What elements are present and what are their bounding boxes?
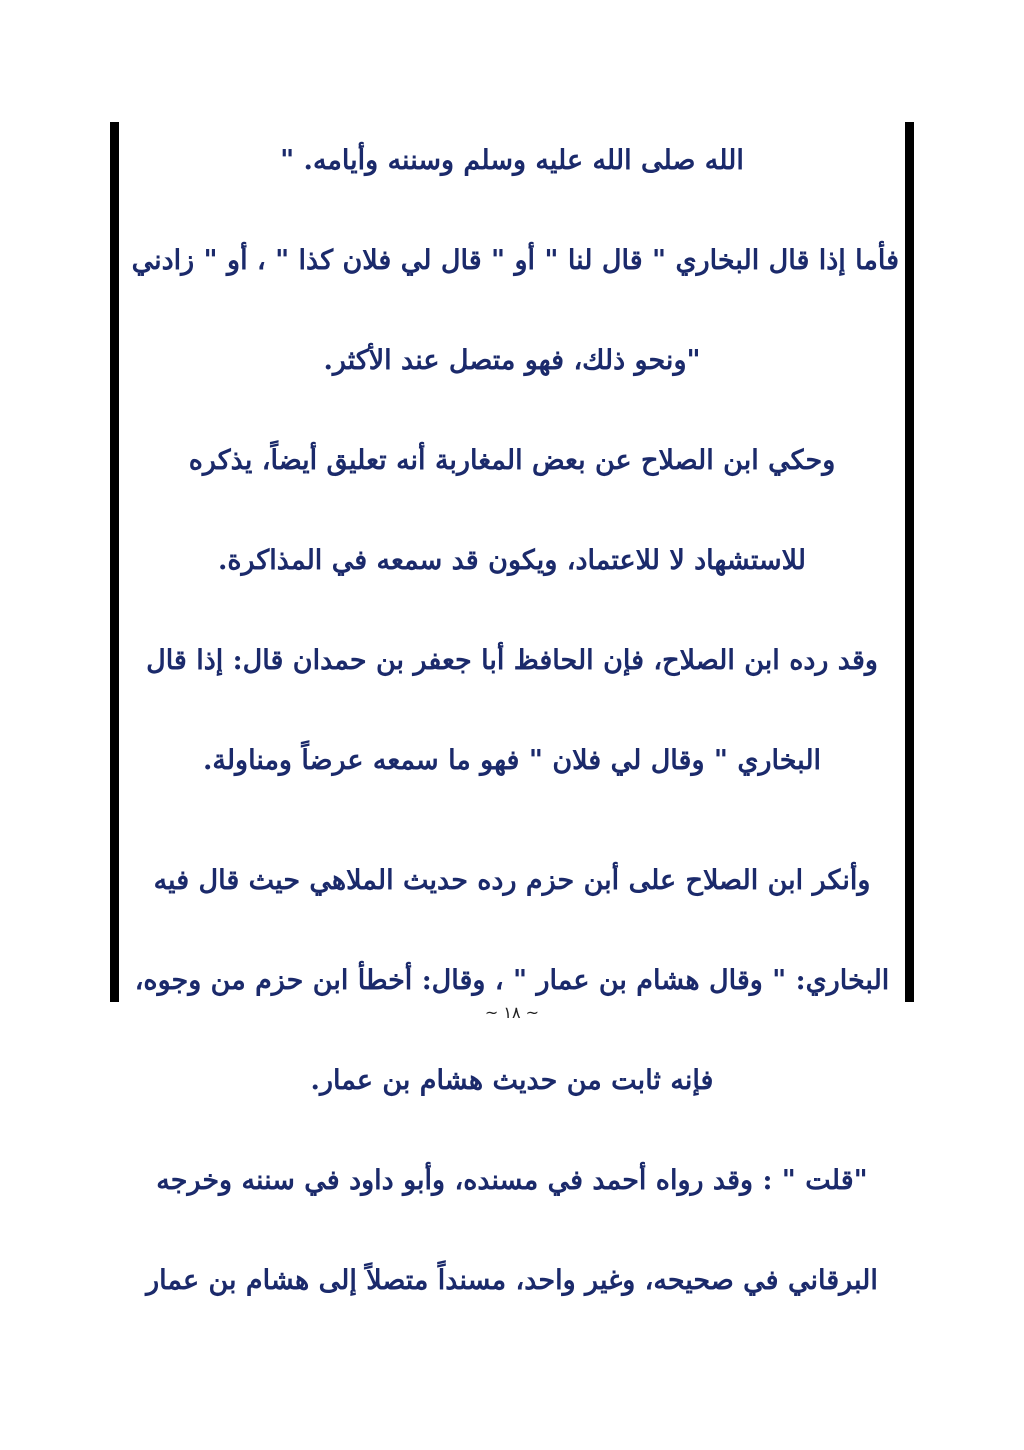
text-line-6-content: وقد رده ابن الصلاح، فإن الحافظ أبا جعفر بن حمدان قال: إذا قال bbox=[146, 644, 878, 676]
text-line-4-content: وحكي ابن الصلاح عن بعض المغاربة أنه تعليق أيضاً، يذكره bbox=[188, 444, 836, 476]
right-border-bar bbox=[905, 122, 914, 1002]
text-line-10 bbox=[119, 1030, 905, 1130]
text-line-5 bbox=[119, 510, 905, 610]
text-line-5-content: للاستشهاد لا للاعتماد، ويكون قد سمعه في المذاكرة. bbox=[217, 544, 807, 576]
text-line-2-content: فأما إذا قال البخاري " قال لنا " أو " قال لي فلان كذا " ، أو " زادني bbox=[131, 244, 899, 276]
text-line-10-content: فإنه ثابت من حديث هشام بن عمار. bbox=[310, 1064, 714, 1096]
text-line-4 bbox=[119, 410, 905, 510]
text-line-12 bbox=[119, 1230, 905, 1330]
text-line-8-content: وأنكر ابن الصلاح على أبن حزم رده حديث الملاهي حيث قال فيه bbox=[153, 864, 871, 896]
text-line-2 bbox=[119, 210, 905, 310]
text-line-1 bbox=[119, 110, 905, 210]
text-line-11 bbox=[119, 1130, 905, 1230]
left-border-bar bbox=[110, 122, 119, 1002]
text-line-3 bbox=[119, 310, 905, 410]
text-line-1-content: الله صلى الله عليه وسلم وسننه وأيامه. " bbox=[280, 144, 744, 176]
text-line-8 bbox=[119, 830, 905, 930]
text-line-6 bbox=[119, 610, 905, 710]
text-line-7 bbox=[119, 710, 905, 810]
text-line-9-content: البخاري: " وقال هشام بن عمار " ، وقال: أخطأ ابن حزم من وجوه، bbox=[134, 964, 890, 996]
text-line-3-content: "ونحو ذلك، فهو متصل عند الأكثر. bbox=[323, 344, 701, 376]
text-line-12-content: البرقاني في صحيحه، وغير واحد، مسنداً متصلاً إلى هشام بن عمار bbox=[146, 1264, 878, 1296]
page-number: ~ ١٨ ~ bbox=[484, 1003, 540, 1022]
text-line-7-content: البخاري " وقال لي فلان " فهو ما سمعه عرضاً ومناولة. bbox=[202, 744, 822, 776]
text-line-11-content: "قلت " : وقد رواه أحمد في مسنده، وأبو داود في سننه وخرجه bbox=[156, 1164, 868, 1196]
